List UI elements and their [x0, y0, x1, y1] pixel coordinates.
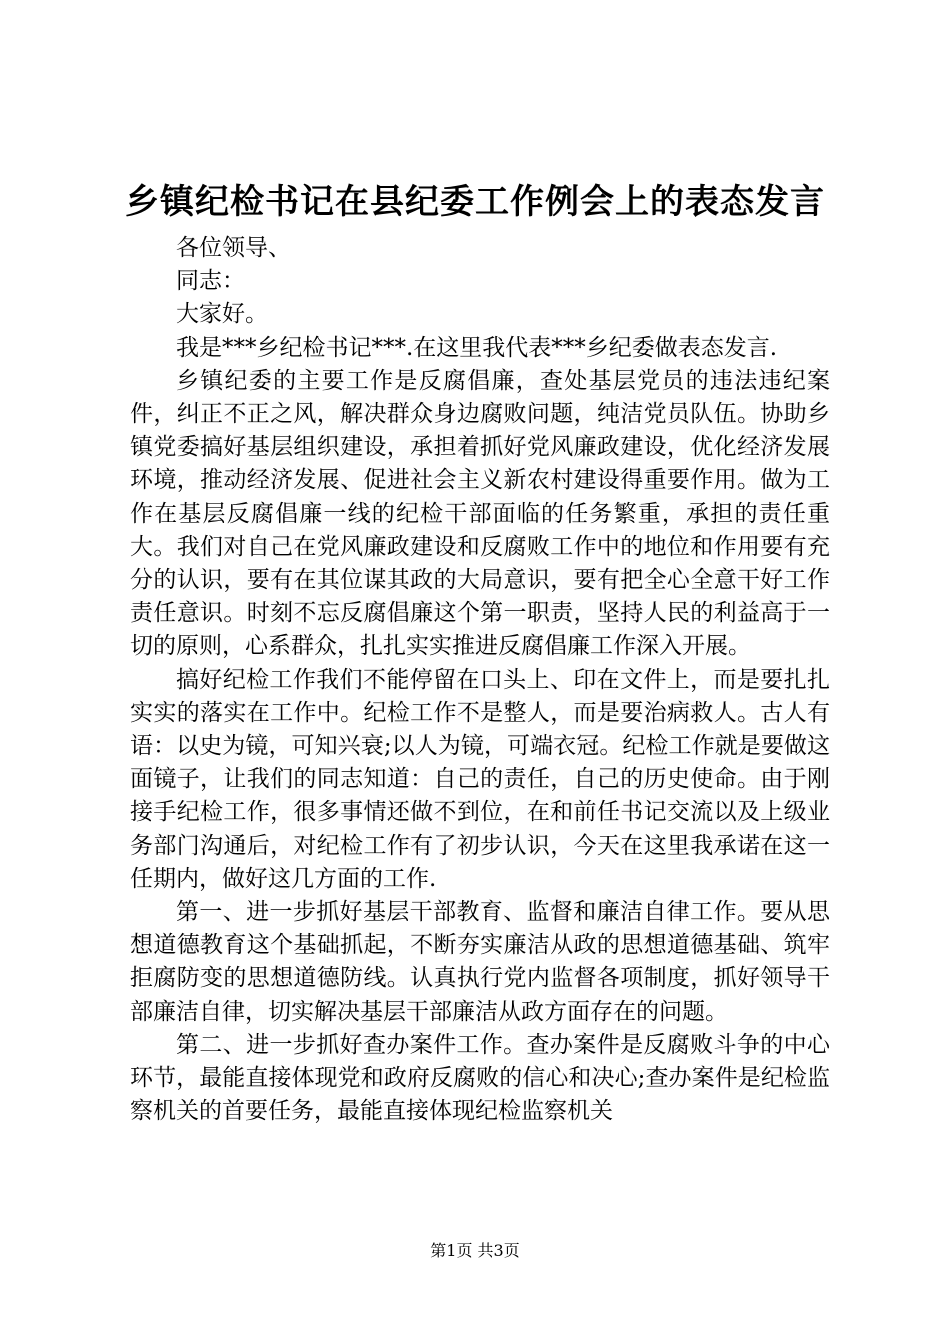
salutation-leaders: 各位领导、 — [176, 235, 291, 261]
document-title: 乡镇纪检书记在县纪委工作例会上的表态发言 — [125, 182, 825, 222]
greeting: 大家好。 — [176, 301, 268, 328]
document-body — [130, 232, 830, 1128]
salutation-comrades: 同志： — [176, 268, 245, 295]
paragraph-main-work: 乡镇纪委的主要工作是反腐倡廉，查处基层党员的违法违纪案件，纠正不正之风，解决群众身边腐败问题，纯洁党员队伍。协助乡镇党委搞好基层组织建设，承担着抓好党风廉政建设，优化经济发展环境，推动经济发展、促进社会主义新农村建设得重要作用。做为工作在基层反腐倡廉一线的纪检干部面临的任务繁重，承担的责任重大。我们对自己在党风廉政建设和反腐败工作中的地位和作用要有充分的认识，要有在其位谋其政的大局意识，要有把全心全意干好工作责任意识。时刻不忘反腐倡廉这个第一职责，坚持人民的利益高于一切的原则，心系群众，扎扎实实推进反腐倡廉工作深入开展。 — [130, 367, 830, 660]
paragraph-point-one: 第一、进一步抓好基层干部教育、监督和廉洁自律工作。要从思想道德教育这个基础抓起，不断夯实廉洁从政的思想道德基础、筑牢拒腐防变的思想道德防线。认真执行党内监督各项制度，抓好领导干部廉洁自律，切实解决基层干部廉洁从政方面存在的问题。 — [130, 899, 830, 1025]
page-number-footer: 第1页 共3页 — [430, 1241, 520, 1260]
paragraph-intro: 我是***乡纪检书记***.在这里我代表***乡纪委做表态发言. — [176, 334, 778, 361]
paragraph-commitment: 搞好纪检工作我们不能停留在口头上、印在文件上，而是要扎扎实实的落实在工作中。纪检工作不是整人，而是要治病救人。古人有语：以史为镜，可知兴衰;以人为镜，可端衣冠。纪检工作就是要做这面镜子，让我们的同志知道：自己的责任，自己的历史使命。由于刚接手纪检工作，很多事情还做不到位，在和前任书记交流以及上级业务部门沟通后，对纪检工作有了初步认识，今天在这里我承诺在这一任期内，做好这几方面的工作. — [130, 666, 830, 892]
paragraph-point-two: 第二、进一步抓好查办案件工作。查办案件是反腐败斗争的中心环节，最能直接体现党和政府反腐败的信心和决心;查办案件是纪检监察机关的首要任务，最能直接体现纪检监察机关 — [130, 1031, 830, 1125]
